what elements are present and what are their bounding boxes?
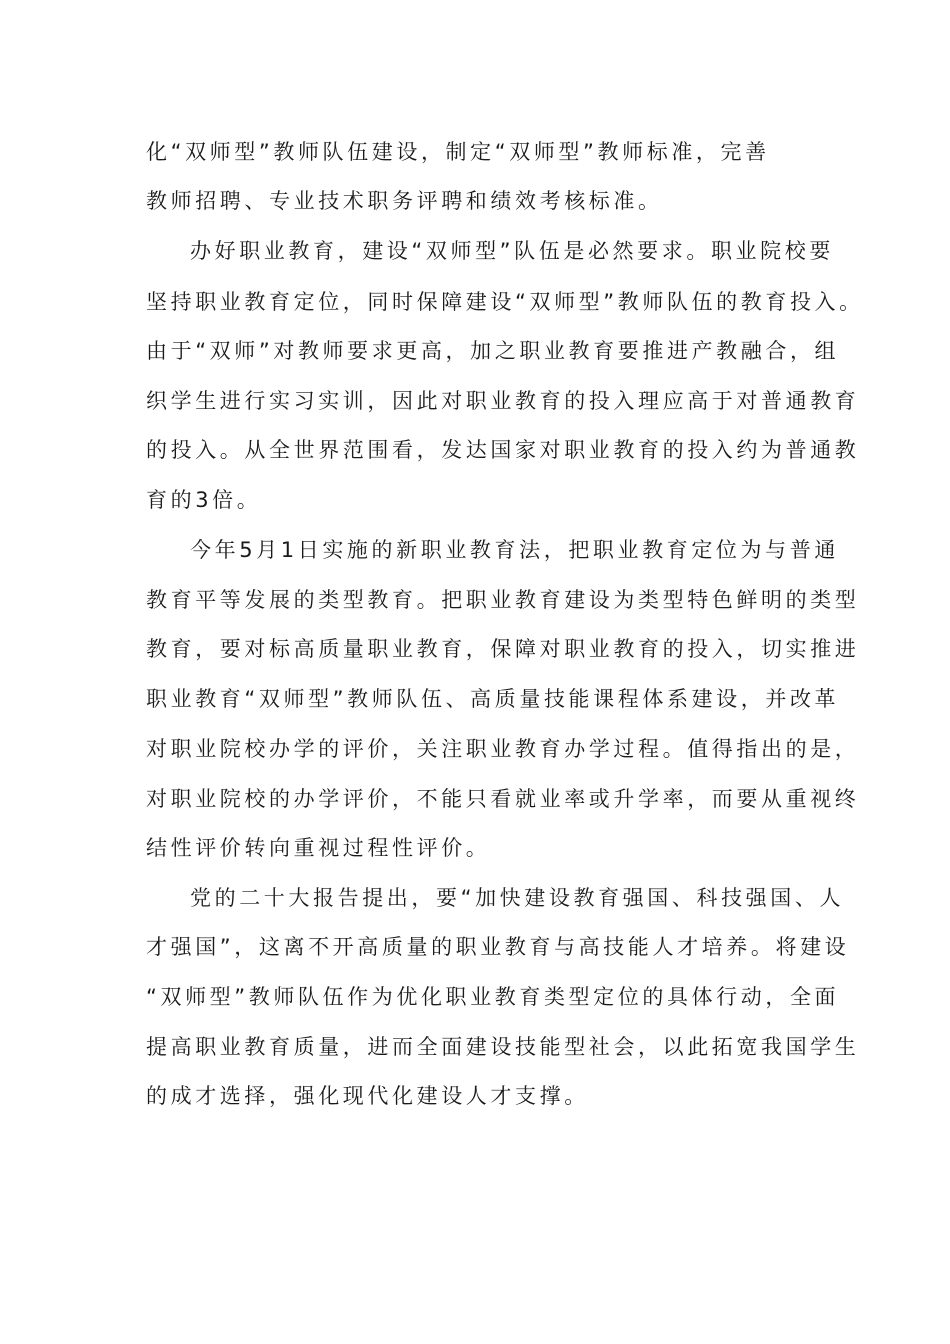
- text-line: 对职业院校的办学评价，不能只看就业率或升学率，而要从重视终: [146, 787, 860, 811]
- text-line: 职业教育“双师型”教师队伍、高质量技能课程体系建设，并改革: [146, 687, 840, 711]
- text-line: 才强国”，这离不开高质量的职业教育与高技能人才培养。将建设: [146, 935, 850, 959]
- text-line: 教育，要对标高质量职业教育，保障对职业教育的投入，切实推进: [146, 637, 860, 661]
- text-line: 坚持职业教育定位，同时保障建设“双师型”教师队伍的教育投入。: [146, 290, 864, 314]
- paragraph-first-line: 党的二十大报告提出，要“加快建设教育强国、科技强国、人: [190, 886, 845, 910]
- text-line: 由于“双师”对教师要求更高，加之职业教育要推进产教融合，组: [146, 339, 840, 363]
- text-line: 提高职业教育质量，进而全面建设技能型社会，以此拓宽我国学生: [146, 1035, 860, 1059]
- text-line: 教师招聘、专业技术职务评聘和绩效考核标准。: [146, 189, 663, 213]
- paragraph-first-line: 办好职业教育，建设“双师型”队伍是必然要求。职业院校要: [190, 239, 834, 263]
- text-line: “双师型”教师队伍作为优化职业教育类型定位的具体行动，全面: [146, 985, 840, 1009]
- text-line: 的投入。从全世界范围看，发达国家对职业教育的投入约为普通教: [146, 438, 860, 462]
- text-line: 对职业院校办学的评价，关注职业教育办学过程。值得指出的是，: [146, 737, 860, 761]
- text-line: 的成才选择，强化现代化建设人才支撑。: [146, 1084, 589, 1108]
- text-line: 育的3倍。: [146, 488, 262, 512]
- text-line: 结性评价转向重视过程性评价。: [146, 836, 491, 860]
- paragraph-first-line: 今年5月1日实施的新职业教育法，把职业教育定位为与普通: [190, 538, 839, 562]
- text-line: 化“双师型”教师队伍建设，制定“双师型”教师标准，完善: [146, 140, 770, 164]
- text-line: 织学生进行实习实训，因此对职业教育的投入理应高于对普通教育: [146, 389, 860, 413]
- text-line: 教育平等发展的类型教育。把职业教育建设为类型特色鲜明的类型: [146, 588, 860, 612]
